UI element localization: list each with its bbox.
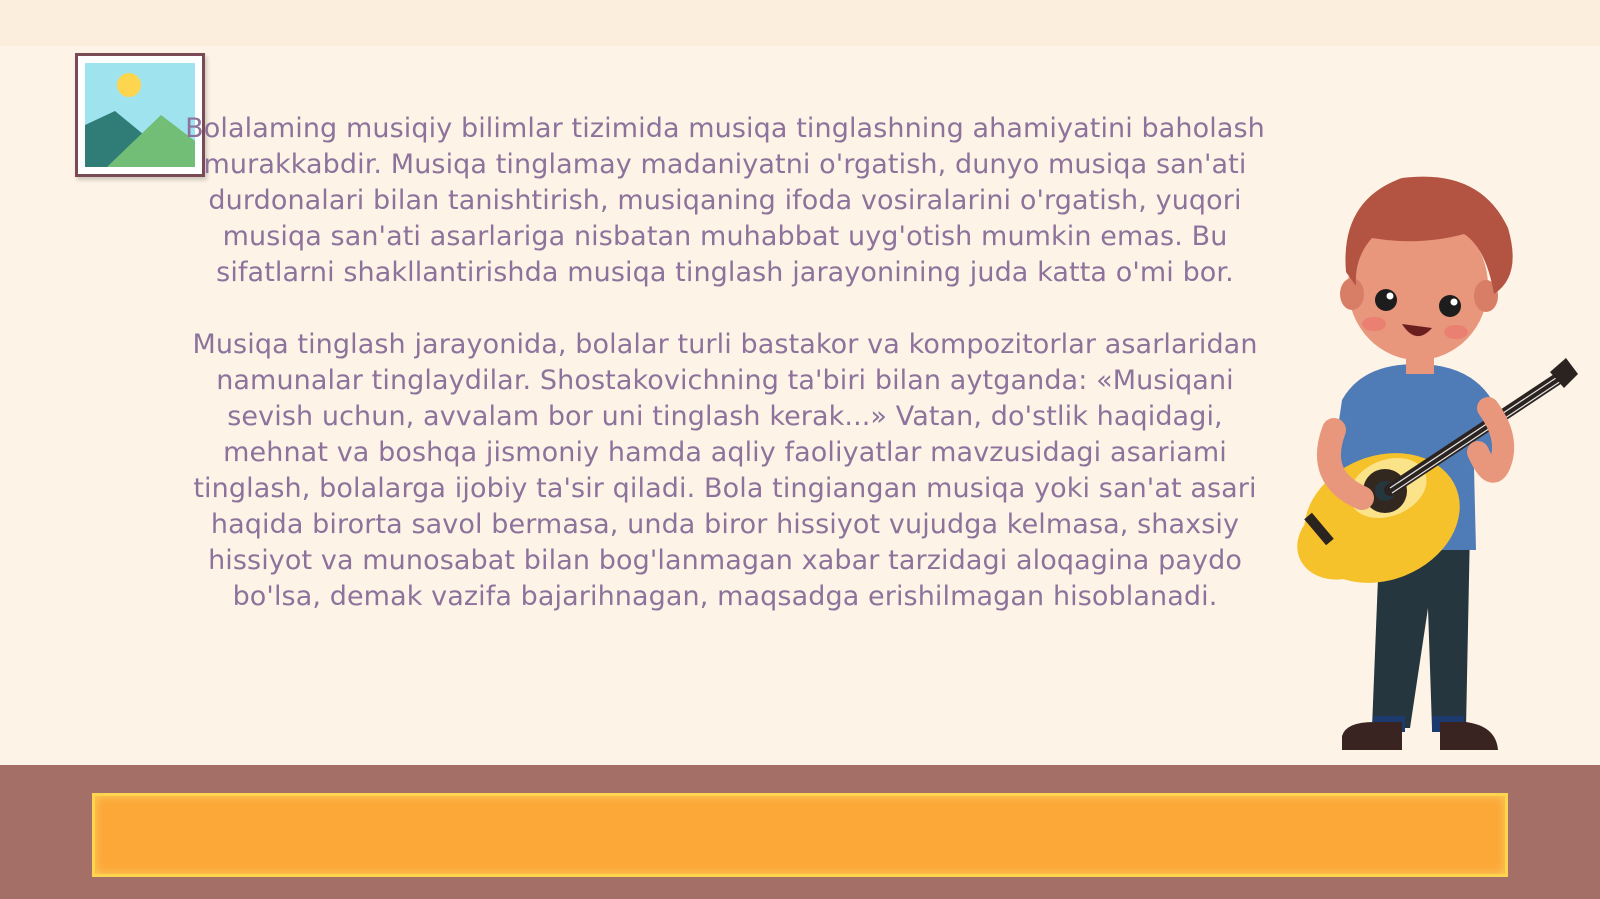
orange-board [92, 793, 1508, 877]
paragraph-2: Musiqa tinglash jarayonida, bolalar turli bastakor va kompozitorlar asarlaridan namunalar tinglaydilar. Shostakovichning ta'biri bilan aytganda: «Musiqani sevish uchun, avvalam bor uni tinglash kerak...» Vatan, do'stlik haqidagi, mehnat va boshqa jismoniy hamda aqliy faoliyatlar mavzusidagi asariami tinglash, bolalarga ijobiy ta'sir qiladi. Bola tingiangan musiqa yoki san'at asari haqida birorta savol bermasa, unda biror hissiyot vujudga kelmasa, shaxsiy hissiyot va munosabat bilan bog'lanmagan xabar tarzidagi aloqagina paydo bo'lsa, demak vazifa bajarihnagan, maqsadga erishilmagan hisoblanadi. [192, 329, 1258, 612]
body-text [180, 111, 1270, 615]
paragraph-1: Bolalaming musiqiy bilimlar tizimida musiqa tinglashning ahamiyatini baholash murakkabdir. Musiqa tinglamay madaniyatni o'rgatish, dunyo musiqa san'ati durdonalari bilan tanishtirish, musiqaning ifoda vosiralarini o'rgatish, yuqori musiqa san'ati asarlariga nisbatan muhabbat uyg'otish mumkin emas. Bu sifatlarni shakllantirishda musiqa tinglash jarayonining juda katta o'mi bor. [185, 113, 1265, 288]
boy-playing-guitar-illustration [1270, 168, 1600, 782]
top-band [0, 0, 1600, 46]
